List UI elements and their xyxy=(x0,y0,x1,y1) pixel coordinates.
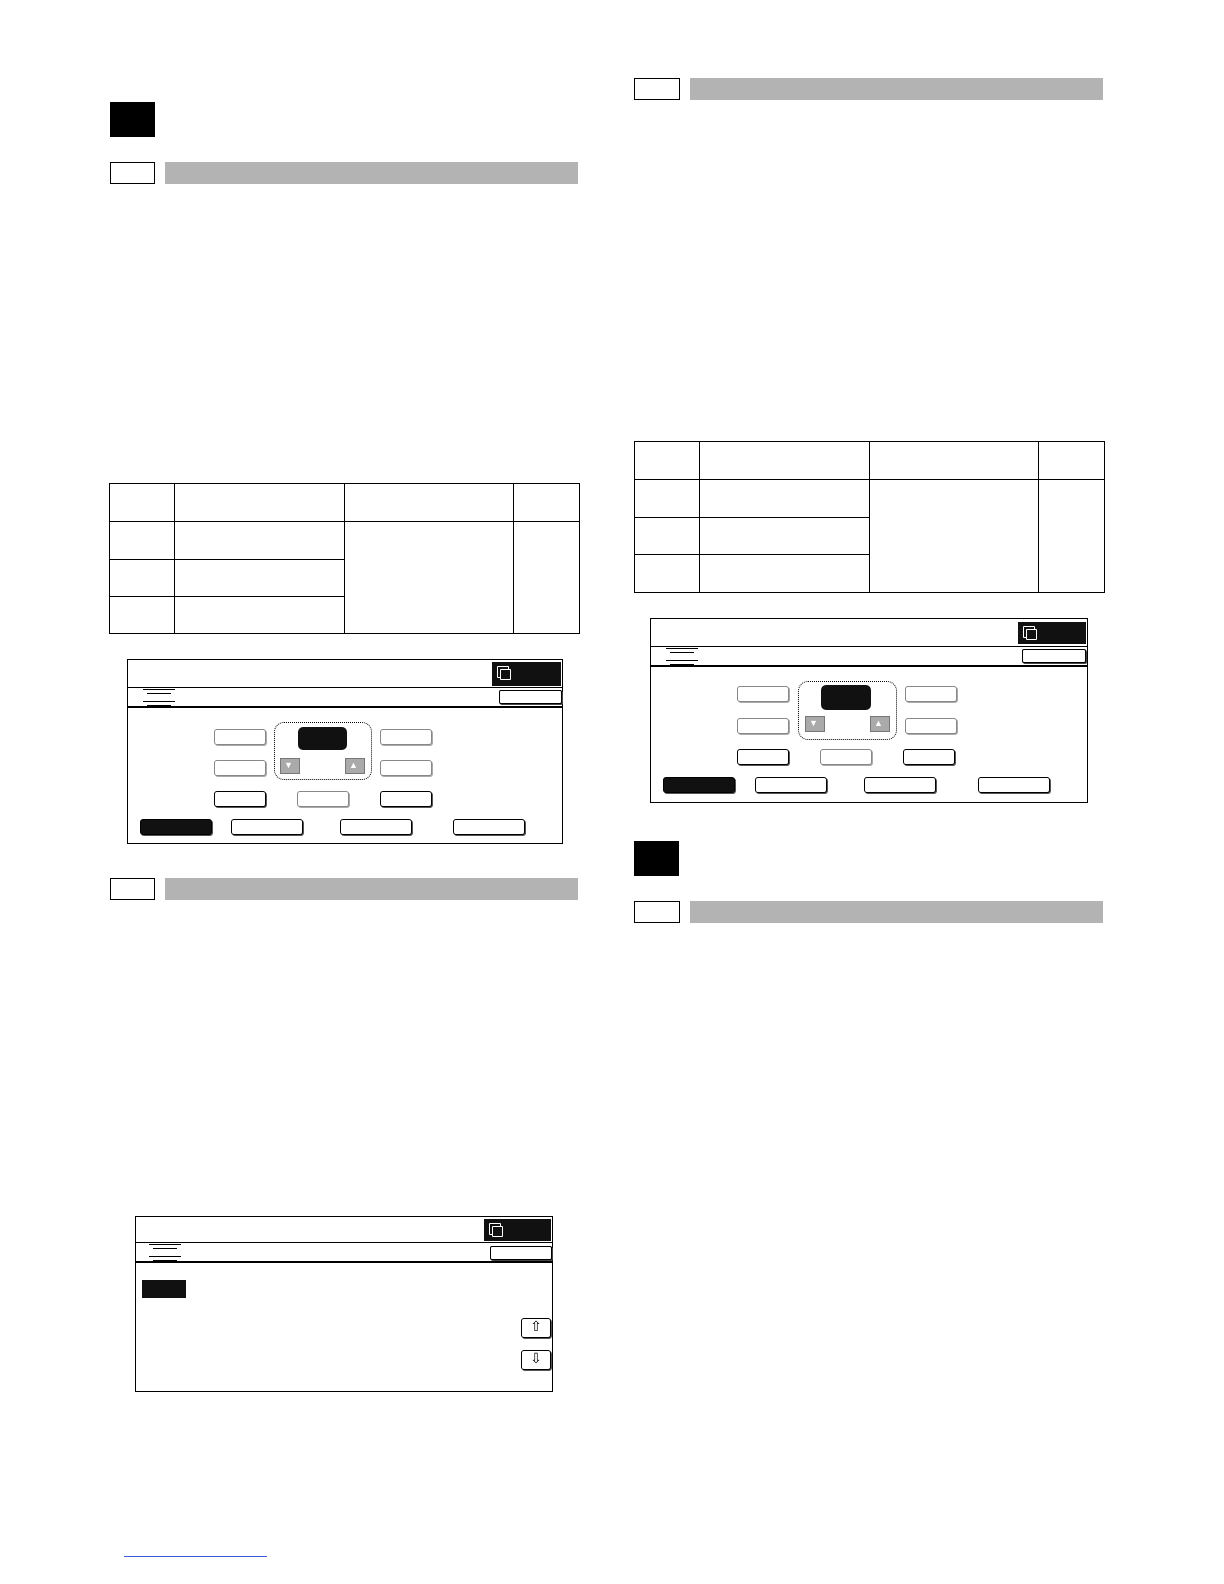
selected-value-display xyxy=(821,685,871,710)
option-button[interactable] xyxy=(820,749,872,765)
scroll-down-button[interactable] xyxy=(521,1350,551,1370)
ok-button[interactable] xyxy=(1022,649,1086,663)
down-arrow-icon: ⇩ xyxy=(530,1351,542,1367)
table-cell xyxy=(110,597,175,634)
option-button[interactable] xyxy=(297,791,349,807)
selected-list-item[interactable] xyxy=(142,1280,186,1298)
settings-table xyxy=(109,483,580,634)
subsection-code-box xyxy=(110,162,155,184)
increase-button[interactable] xyxy=(345,758,365,774)
copy-mode-badge[interactable] xyxy=(484,1219,551,1241)
subheader-divider xyxy=(136,1261,552,1263)
copy-mode-badge[interactable] xyxy=(492,662,561,686)
copy-icon xyxy=(489,1223,501,1235)
decrease-button[interactable] xyxy=(280,758,300,774)
scroll-up-button[interactable] xyxy=(521,1318,551,1338)
table-merged-cell xyxy=(1039,480,1105,593)
section-marker-block xyxy=(634,841,679,876)
option-button[interactable] xyxy=(380,729,432,745)
option-button[interactable] xyxy=(737,749,789,765)
table-header-cell xyxy=(870,442,1039,480)
subsection-title-bar xyxy=(690,901,1103,923)
header-divider xyxy=(651,646,1087,647)
option-button[interactable] xyxy=(380,791,432,807)
table-merged-cell xyxy=(345,522,514,634)
subsection-title-bar xyxy=(690,78,1103,100)
triangle-down-icon: ▼ xyxy=(809,718,818,728)
table-cell xyxy=(175,522,345,560)
tab-4[interactable] xyxy=(453,819,525,835)
table-cell xyxy=(700,555,870,593)
header-divider xyxy=(128,687,562,688)
subsection-code-box xyxy=(634,901,680,923)
subsection-code-box xyxy=(110,878,155,900)
menu-lines-icon xyxy=(143,687,175,707)
triangle-up-icon: ▲ xyxy=(874,718,883,728)
ok-button[interactable] xyxy=(490,1246,552,1260)
option-button[interactable] xyxy=(737,718,789,734)
lcd-adjustment-screen xyxy=(127,659,563,844)
table-cell xyxy=(700,518,870,555)
header-divider xyxy=(136,1242,552,1243)
option-button[interactable] xyxy=(380,760,432,776)
tab-3[interactable] xyxy=(340,819,412,835)
table-header-cell xyxy=(345,484,514,522)
subsection-title-bar xyxy=(165,878,578,900)
subsection-code-box xyxy=(634,78,680,100)
tab-1[interactable] xyxy=(663,777,735,793)
option-button[interactable] xyxy=(737,686,789,702)
section-marker-block xyxy=(110,102,155,137)
settings-table xyxy=(634,441,1105,593)
subheader-divider xyxy=(128,706,562,708)
table-merged-cell xyxy=(514,522,580,634)
tab-2[interactable] xyxy=(231,819,303,835)
tab-1[interactable] xyxy=(140,819,212,835)
table-cell xyxy=(635,555,700,593)
table-cell xyxy=(700,480,870,518)
table-cell xyxy=(175,560,345,597)
increase-button[interactable] xyxy=(870,716,890,732)
copy-icon xyxy=(1023,626,1035,638)
table-header-cell xyxy=(514,484,580,522)
footer-link-rule[interactable] xyxy=(124,1556,267,1558)
table-header-cell xyxy=(700,442,870,480)
table-cell xyxy=(175,597,345,634)
copy-mode-badge[interactable] xyxy=(1018,622,1086,644)
ok-button[interactable] xyxy=(499,690,562,704)
table-cell xyxy=(635,518,700,555)
menu-lines-icon xyxy=(149,1242,181,1262)
triangle-down-icon: ▼ xyxy=(284,760,293,770)
table-header-cell xyxy=(175,484,345,522)
subheader-divider xyxy=(651,665,1087,667)
table-header-cell xyxy=(1039,442,1105,480)
option-button[interactable] xyxy=(214,729,266,745)
option-button[interactable] xyxy=(905,718,957,734)
menu-lines-icon xyxy=(666,646,698,666)
table-header-cell xyxy=(110,484,175,522)
copy-icon xyxy=(497,666,509,678)
option-button[interactable] xyxy=(905,686,957,702)
up-arrow-icon: ⇧ xyxy=(530,1319,542,1335)
table-merged-cell xyxy=(870,480,1039,593)
option-button[interactable] xyxy=(214,760,266,776)
option-button[interactable] xyxy=(903,749,955,765)
option-button[interactable] xyxy=(214,791,266,807)
selected-value-display xyxy=(298,727,347,750)
subsection-title-bar xyxy=(165,162,578,184)
lcd-adjustment-screen xyxy=(650,618,1088,803)
tab-3[interactable] xyxy=(864,777,936,793)
table-cell xyxy=(110,560,175,597)
tab-2[interactable] xyxy=(755,777,827,793)
triangle-up-icon: ▲ xyxy=(349,760,358,770)
table-cell xyxy=(635,480,700,518)
tab-4[interactable] xyxy=(978,777,1050,793)
decrease-button[interactable] xyxy=(805,716,825,732)
lcd-list-screen xyxy=(135,1216,553,1392)
table-cell xyxy=(110,522,175,560)
table-header-cell xyxy=(635,442,700,480)
